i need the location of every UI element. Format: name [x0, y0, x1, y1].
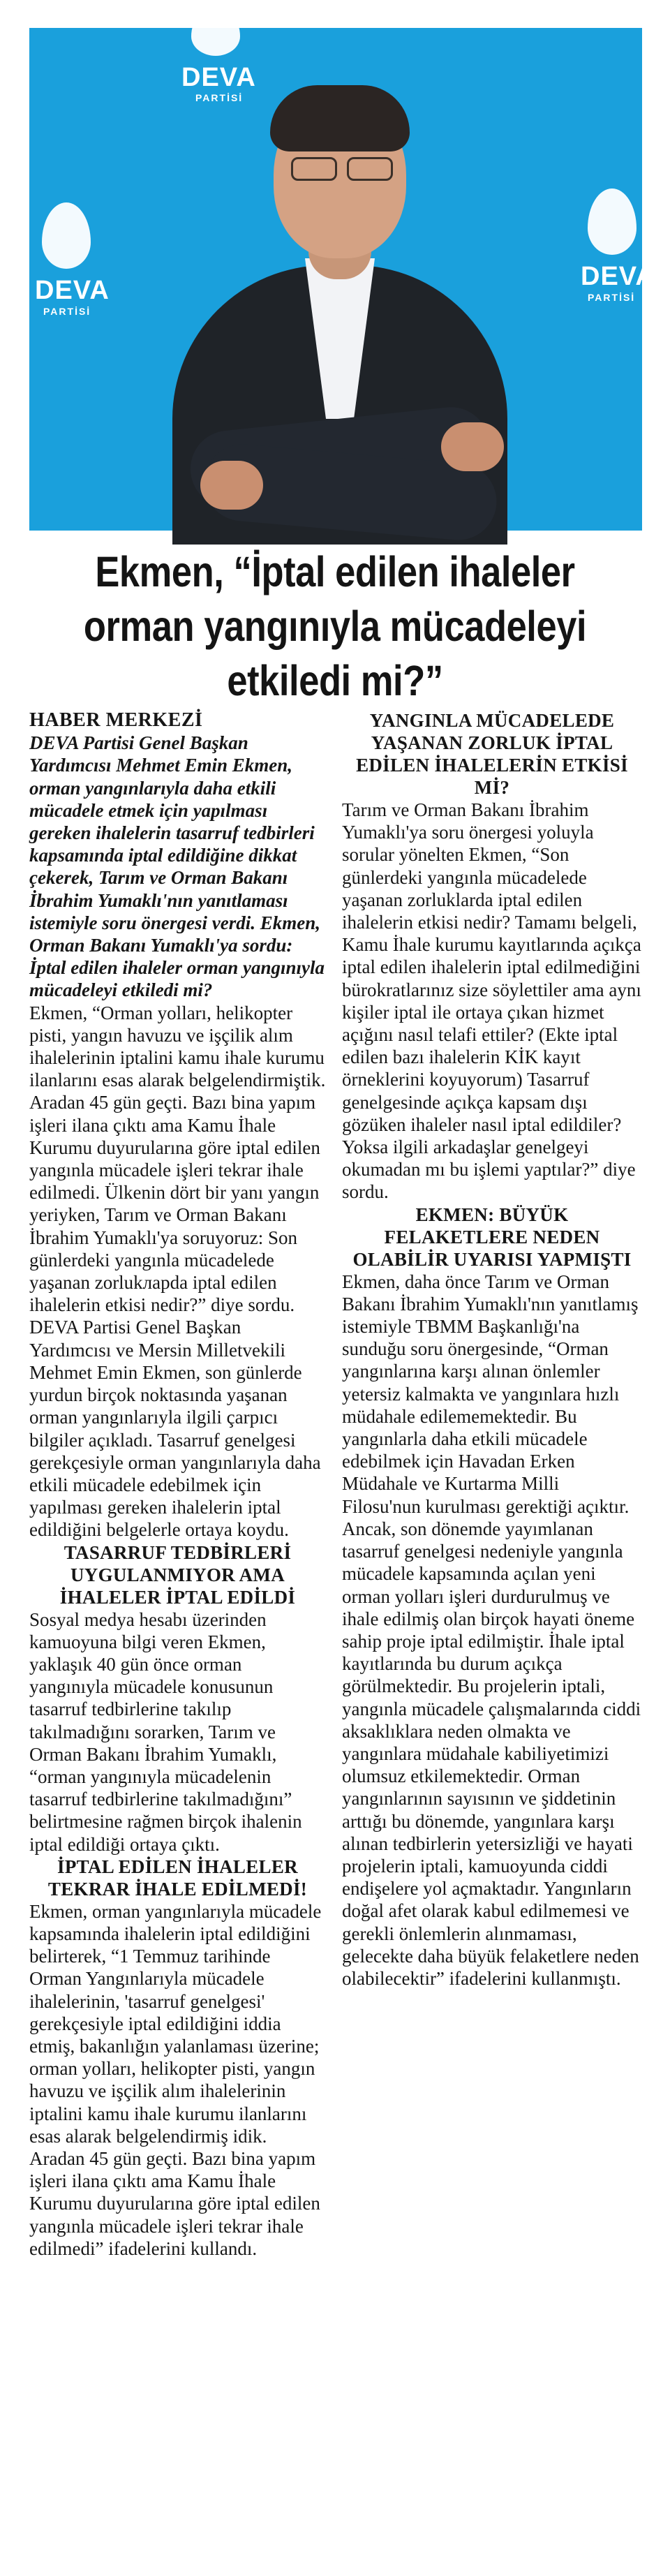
article-subheading: EKMEN: BÜYÜK FELAKETLERE NEDEN OLABİLİR UYARISI YAPMIŞTI — [352, 1204, 632, 1270]
article-column-left — [29, 709, 326, 2260]
article-subheading: TASARRUF TEDBİRLERİ UYGULANMIYOR AMA İHALELER İPTAL EDİLDİ — [59, 1541, 296, 1608]
person-hand — [200, 461, 263, 510]
glasses-icon — [284, 157, 396, 178]
article-paragraph: Ekmen, “Orman yolları, helikopter pisti, yangın havuzu ve işçilik alım ihalelerinin iptalini kamu ihale kurumu ilanlarını esas alarak belgelendirmiştik. Aradan 45 gün geçti. Bazı bina yapım işleri ilana çıktı ama Kamu İhale Kurumu duyurularına göre iptal edilen yangınla mücadele işleri tekrar ihale edilmedi. Ülkenin dört bir yanı yangın yeriyken, Tarım ve Orman Bakanı İbrahim Yumaklı'ya soruyoruz: Son günlerdeki yangınla mücadelede yaşanan zorlukларda iptal edilen ihalelerin etkisi nedir?” diye sordu. — [29, 1002, 326, 1316]
article-photo — [29, 28, 655, 531]
person-hand — [441, 422, 504, 471]
article-headline: Ekmen, “İptal edilen ihaleler orman yangınıyla mücadeleyi etkiledi mi?” — [83, 548, 587, 704]
article-column-right — [342, 709, 642, 1990]
logo-brand-text: DEVA — [581, 262, 655, 291]
deva-logo-drop-icon — [191, 7, 240, 56]
logo-party-text: PARTİSİ — [195, 92, 244, 103]
article-paragraph: Ekmen, orman yangınlarıyla mücadele kapsamında ihalelerin iptal edildiğini belirterek, “1 Temmuz tarihinde Orman Yangınlarıyla mücadele ihalelerinin, 'tasarruf genelgesi' gerekçesiyle iptal edildiğini iddia etmiş, bakanlığın yalanlaması üzerine; orman yolları, helikopter pisti, yangın havuzu ve işçilik alım ihalelerinin iptalini kamu ihale kurumu ilanlarını esas alarak belgelendirmiş idik. Aradan 45 gün geçti. Bazı bina yapım işleri ilana çıktı ama Kamu İhale Kurumu duyurularına göre iptal edilen yangınla mücadele işleri tekrar ihale edilmedi” ifadelerini kullandı. — [29, 1900, 322, 2259]
person-hair — [270, 85, 410, 151]
article-subheading: İPTAL EDİLEN İHALELER TEKRAR İHALE EDİLMEDİ! — [47, 1856, 308, 1900]
article-paragraph: Sosyal medya hesabı üzerinden kamuoyuna bilgi veren Ekmen, yaklaşık 40 gün önce orman yangınıyla mücadele konusunun tasarruf tedbirlerine takılıp takılmadığını sorarken, Tarım ve Orman Bakanı İbrahim Yumaklı, “orman yangınıyla mücadelenin tasarruf tedbirlerine takılmadığını” belirtmesine rağmen birçok ihalenin iptal edildiği ortaya çıktı. — [29, 1608, 302, 1855]
article-byline: HABER MERKEZİ — [29, 709, 203, 731]
article-subheading: YANGINLA MÜCADELEDE YAŞANAN ZORLUK İPTAL EDİLEN İHALELERİN ETKİSİ Mİ? — [356, 710, 628, 798]
article-paragraph: DEVA Partisi Genel Başkan Yardımcısı ve Mersin Milletvekili Mehmet Emin Ekmen, son günlerde yurdun birçok noktasında yaşanan orman yangınlarıyla ilgili çarpıcı bilgiler açıkladı. Tasarruf genelgesi gerekçesiyle orman yangınlarıyla daha etkili mücadele edebilmek için yapılması gereken ihalelerin iptal edildiğini belgelerle ortaya koydu. — [29, 1317, 321, 1541]
logo-brand-text: DEVA — [181, 63, 256, 92]
logo-party-text: PARTİSİ — [43, 306, 91, 317]
logo-brand-text: DEVA — [35, 276, 110, 305]
article-paragraph: Ekmen, daha önce Tarım ve Orman Bakanı İbrahim Yumaklı'nın yanıtlamış istemiyle TBMM Başkanlığı'na sunduğu soru önergesinde, “Orman yangınlarına karşı alınan önlemler yetersiz kalmakta ve yangınlara hızlı müdahale edilememektedir. Bu yangınlarla daha etkili mücadele edebilmek için Havadan Erken Müdahale ve Kurtarma Milli Filosu'nun kurulması gerektiği açıktır. Ancak, son dönemde yayımlanan tasarruf genelgesi nedeniyle yangınla mücadele kapsamında açılan yeni orman yolları işleri durdurulmuş ve ihale edilmiş olan birçok hayati öneme sahip proje iptal edilmiştir. İhale iptal kayıtlarında bu durum açıkça görülmektedir. Bu projelerin iptali, yangınla mücadele çalışmalarında ciddi aksaklıklara neden olmakta ve yangınlara müdahale kabiliyetimizi olumsuz etkilemektedir. Orman yangınlarının sayısının ve şiddetinin arttığı bu dönemde, yangınlara karşı alınan tedbirlerin yetersizliği ve hayati projelerin iptali, kamuoyunda ciddi endişelere yol açmaktadır. Yangınların doğal afet olarak kabul edilmemesi ve gerekli önlemlerin alınmaması, gelecekte daha büyük felaketlere neden olabilecektir” ifadelerini kullanmıştı. — [342, 1271, 641, 1989]
article-lead: DEVA Partisi Genel Başkan Yardımcısı Mehmet Emin Ekmen, orman yangınlarıyla daha etkili mücadele etmek için yapılması gereken ihalelerin tasarruf tedbirleri kapsamında iptal edildiğine dikkat çekerek, Tarım ve Orman Bakanı İbrahim Yumaklı'nın yanıtlaması istemiyle soru önergesi verdi. Ekmen, Orman Bakanı Yumaklı'ya sordu: İptal edilen ihaleler orman yangınıyla mücadeleyi etkiledi mi? — [29, 732, 325, 1001]
logo-party-text: PARTİSİ — [588, 292, 636, 303]
deva-logo-drop-icon — [42, 202, 91, 269]
article-paragraph: Tarım ve Orman Bakanı İbrahim Yumaklı'ya soru önergesi yoluyla sorular yönelten Ekmen, “Son günlerdeki yangınla mücadelede yaşanan zorluklarda iptal edilen ihalelerin etkisi nedir? Tamamı belgeli, Kamu İhale kurumu kayıtlarında açıkça iptal edilen ihalelerin iptal edilmediğini bürokratlarınız size söylettiler ama aynı kişiler iptal ile ortaya çıkan hizmet açığını nasıl telafi ettiler? (Ekte iptal edilen bazı ihalelerin KİK kayıt örneklerini koyuyorum) Tasarruf genelgesinde açıkça kapsam dışı gözüken ihaleler nasıl iptal edildiler? Yoksa ilgili arkadaşlar genelgeyi okumadan mı bu işlemi yaptılar?” diye sordu. — [342, 799, 641, 1203]
deva-logo-drop-icon — [588, 188, 636, 255]
